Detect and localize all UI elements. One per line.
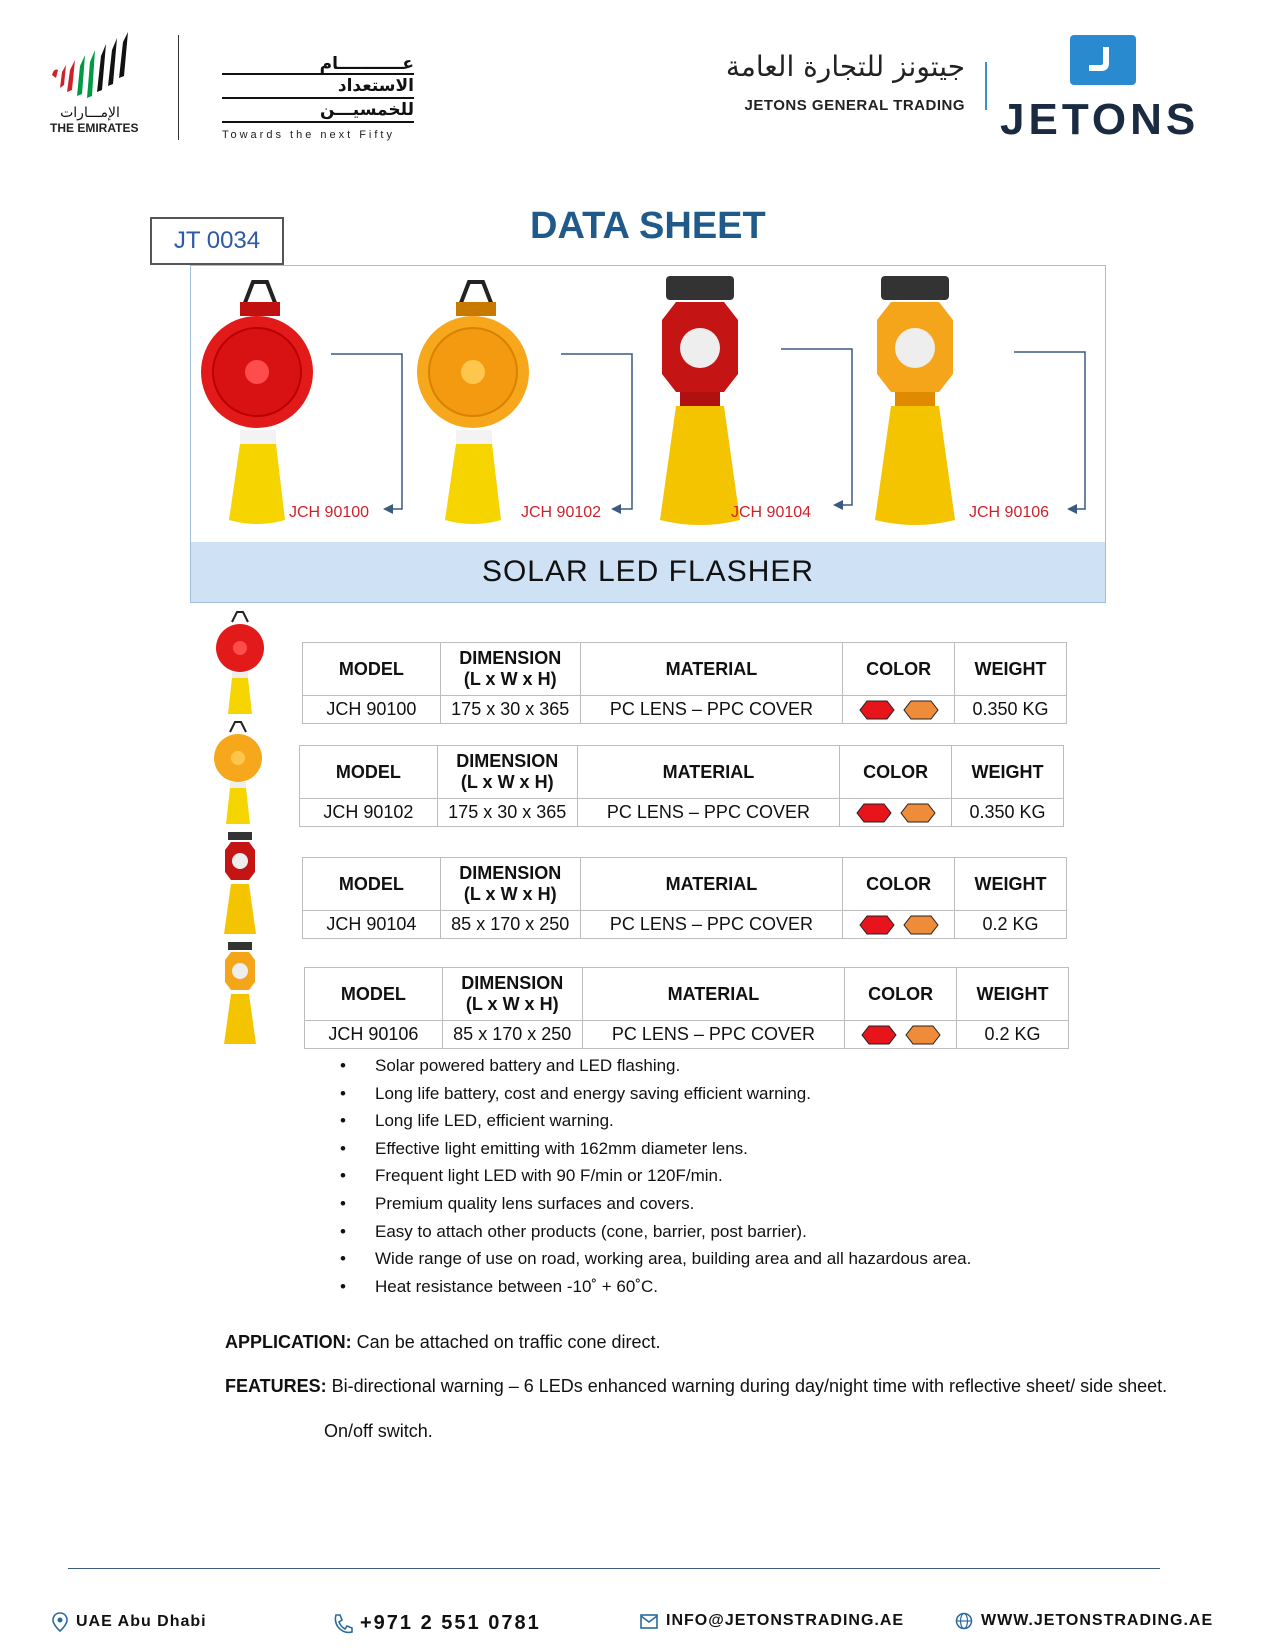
emirates-english-text: THE EMIRATES <box>50 121 139 135</box>
feature-item: • Heat resistance between -10˚ + 60˚C. <box>340 1273 1200 1301</box>
footer-location-text: UAE Abu Dhabi <box>76 1613 207 1630</box>
feature-item: • Long life LED, efficient warning. <box>340 1107 1200 1135</box>
thumb-amber-octagon-icon <box>212 940 268 1050</box>
orange-hexagon-swatch-icon <box>903 700 939 720</box>
j-letter-icon <box>1083 43 1123 77</box>
feature-item: • Wide range of use on road, working area, building area and all hazardous area. <box>340 1245 1200 1273</box>
thumb-red-octagon-icon <box>212 830 268 940</box>
header-dimension-label: DIMENSION <box>456 751 559 771</box>
email-icon <box>640 1612 658 1630</box>
header-divider <box>178 35 179 140</box>
product-label-4: JCH 90106 <box>969 504 1050 521</box>
cell-material: PC LENS – PPC COVER <box>582 1021 845 1049</box>
company-divider <box>985 62 987 110</box>
footer-rule <box>68 1568 1160 1569</box>
jetons-logo-mark <box>1070 35 1136 85</box>
header-color: COLOR <box>843 858 955 911</box>
feature-item: • Premium quality lens surfaces and covers. <box>340 1190 1200 1218</box>
cell-dimension: 85 x 170 x 250 <box>440 911 580 939</box>
header-model: MODEL <box>303 858 441 911</box>
thumb-red-round-icon <box>212 610 268 720</box>
document-number: JT 0034 <box>150 217 284 265</box>
footer-location <box>52 1612 207 1632</box>
application-line <box>225 1332 661 1353</box>
header-dimension-sub: (L x W x H) <box>463 669 557 689</box>
cell-weight: 0.350 KG <box>955 696 1067 724</box>
cell-color <box>843 911 955 939</box>
header-color: COLOR <box>840 746 952 799</box>
cell-dimension: 85 x 170 x 250 <box>442 1021 582 1049</box>
fifty-line-2: الاستعداد <box>222 75 414 99</box>
cell-material: PC LENS – PPC COVER <box>580 696 843 724</box>
feature-item: • Long life battery, cost and energy saving efficient warning. <box>340 1080 1200 1108</box>
header-dimension-sub: (L x W x H) <box>463 884 557 904</box>
header-dimension <box>442 968 582 1021</box>
header-dimension-label: DIMENSION <box>459 648 562 668</box>
spec-table-4 <box>304 967 1069 1049</box>
phone-icon <box>332 1613 354 1635</box>
header-dimension <box>440 858 580 911</box>
header-material: MATERIAL <box>582 968 845 1021</box>
header-dimension <box>440 643 580 696</box>
header-dimension-sub: (L x W x H) <box>465 994 559 1014</box>
cell-model: JCH 90104 <box>303 911 441 939</box>
red-hexagon-swatch-icon <box>856 803 892 823</box>
orange-hexagon-swatch-icon <box>903 915 939 935</box>
feature-list <box>340 1052 1200 1300</box>
header-dimension-label: DIMENSION <box>461 973 564 993</box>
spec-table-2 <box>299 745 1064 827</box>
footer-website-text[interactable]: WWW.JETONSTRADING.AE <box>981 1612 1214 1629</box>
cell-weight: 0.2 KG <box>957 1021 1069 1049</box>
footer-phone <box>332 1612 541 1635</box>
header-dimension <box>437 746 577 799</box>
cell-weight: 0.2 KG <box>955 911 1067 939</box>
features-text: Bi-directional warning – 6 LEDs enhanced warning during day/night time with reflective sheet/ side sheet. <box>326 1376 1168 1396</box>
header-color: COLOR <box>845 968 957 1021</box>
cell-material: PC LENS – PPC COVER <box>580 911 843 939</box>
header-weight: WEIGHT <box>955 643 1067 696</box>
cell-color <box>843 696 955 724</box>
cell-model: JCH 90106 <box>305 1021 443 1049</box>
application-text: Can be attached on traffic cone direct. <box>351 1332 661 1352</box>
header-model: MODEL <box>303 643 441 696</box>
feature-item: • Easy to attach other products (cone, barrier, post barrier). <box>340 1218 1200 1246</box>
header-color: COLOR <box>843 643 955 696</box>
header-dimension-sub: (L x W x H) <box>460 772 554 792</box>
header-model: MODEL <box>300 746 438 799</box>
product-label-3: JCH 90104 <box>731 504 812 521</box>
features-extra: On/off switch. <box>324 1421 433 1441</box>
red-hexagon-swatch-icon <box>859 700 895 720</box>
emirates-logo <box>50 30 140 140</box>
product-label-2: JCH 90102 <box>521 504 602 521</box>
features-label: FEATURES: <box>225 1376 327 1396</box>
header-weight: WEIGHT <box>955 858 1067 911</box>
feature-item: • Solar powered battery and LED flashing. <box>340 1052 1200 1080</box>
footer-email-text[interactable]: INFO@JETONSTRADING.AE <box>666 1612 905 1629</box>
cell-material: PC LENS – PPC COVER <box>577 799 840 827</box>
footer-phone-text: +971 2 551 0781 <box>360 1612 541 1634</box>
emirates-arabic-text: الإمـــارات <box>60 105 120 121</box>
company-name-english: JETONS GENERAL TRADING <box>744 97 965 114</box>
orange-hexagon-swatch-icon <box>905 1025 941 1045</box>
red-hexagon-swatch-icon <box>861 1025 897 1045</box>
fifty-tagline: Towards the next Fifty <box>222 129 395 141</box>
spec-table-3 <box>302 857 1067 939</box>
header-weight: WEIGHT <box>952 746 1064 799</box>
cell-color <box>845 1021 957 1049</box>
fifty-line-3: للخمسيـــن <box>222 99 414 123</box>
header-material: MATERIAL <box>580 858 843 911</box>
emirates-flag-stripes-icon <box>50 30 140 100</box>
fifty-logo <box>222 55 414 145</box>
header-dimension-label: DIMENSION <box>459 863 562 883</box>
features-line <box>225 1376 1167 1397</box>
red-hexagon-swatch-icon <box>859 915 895 935</box>
cell-dimension: 175 x 30 x 365 <box>440 696 580 724</box>
header-material: MATERIAL <box>577 746 840 799</box>
header-material: MATERIAL <box>580 643 843 696</box>
cell-model: JCH 90102 <box>300 799 438 827</box>
footer-email <box>640 1612 904 1630</box>
product-connector-lines <box>191 266 1105 526</box>
jetons-logo <box>1000 35 1200 145</box>
cell-dimension: 175 x 30 x 365 <box>437 799 577 827</box>
product-image-panel <box>190 265 1106 603</box>
header-weight: WEIGHT <box>957 968 1069 1021</box>
product-label-1: JCH 90100 <box>289 504 370 521</box>
thumb-amber-round-icon <box>210 720 266 830</box>
cell-model: JCH 90100 <box>303 696 441 724</box>
cell-weight: 0.350 KG <box>952 799 1064 827</box>
globe-icon <box>955 1612 973 1630</box>
header-model: MODEL <box>305 968 443 1021</box>
fifty-line-1: عـــــــــــام <box>222 55 414 75</box>
footer-website <box>955 1612 1213 1630</box>
orange-hexagon-swatch-icon <box>900 803 936 823</box>
application-label: APPLICATION: <box>225 1332 352 1352</box>
location-pin-icon <box>52 1612 68 1632</box>
product-banner: SOLAR LED FLASHER <box>191 542 1105 602</box>
company-name-arabic: جيتونز للتجارة العامة <box>725 50 965 83</box>
spec-table-1 <box>302 642 1067 724</box>
page-title: DATA SHEET <box>530 205 766 247</box>
feature-item: • Effective light emitting with 162mm diameter lens. <box>340 1135 1200 1163</box>
feature-item: • Frequent light LED with 90 F/min or 120F/min. <box>340 1162 1200 1190</box>
jetons-logo-text: JETONS <box>1000 95 1200 144</box>
cell-color <box>840 799 952 827</box>
